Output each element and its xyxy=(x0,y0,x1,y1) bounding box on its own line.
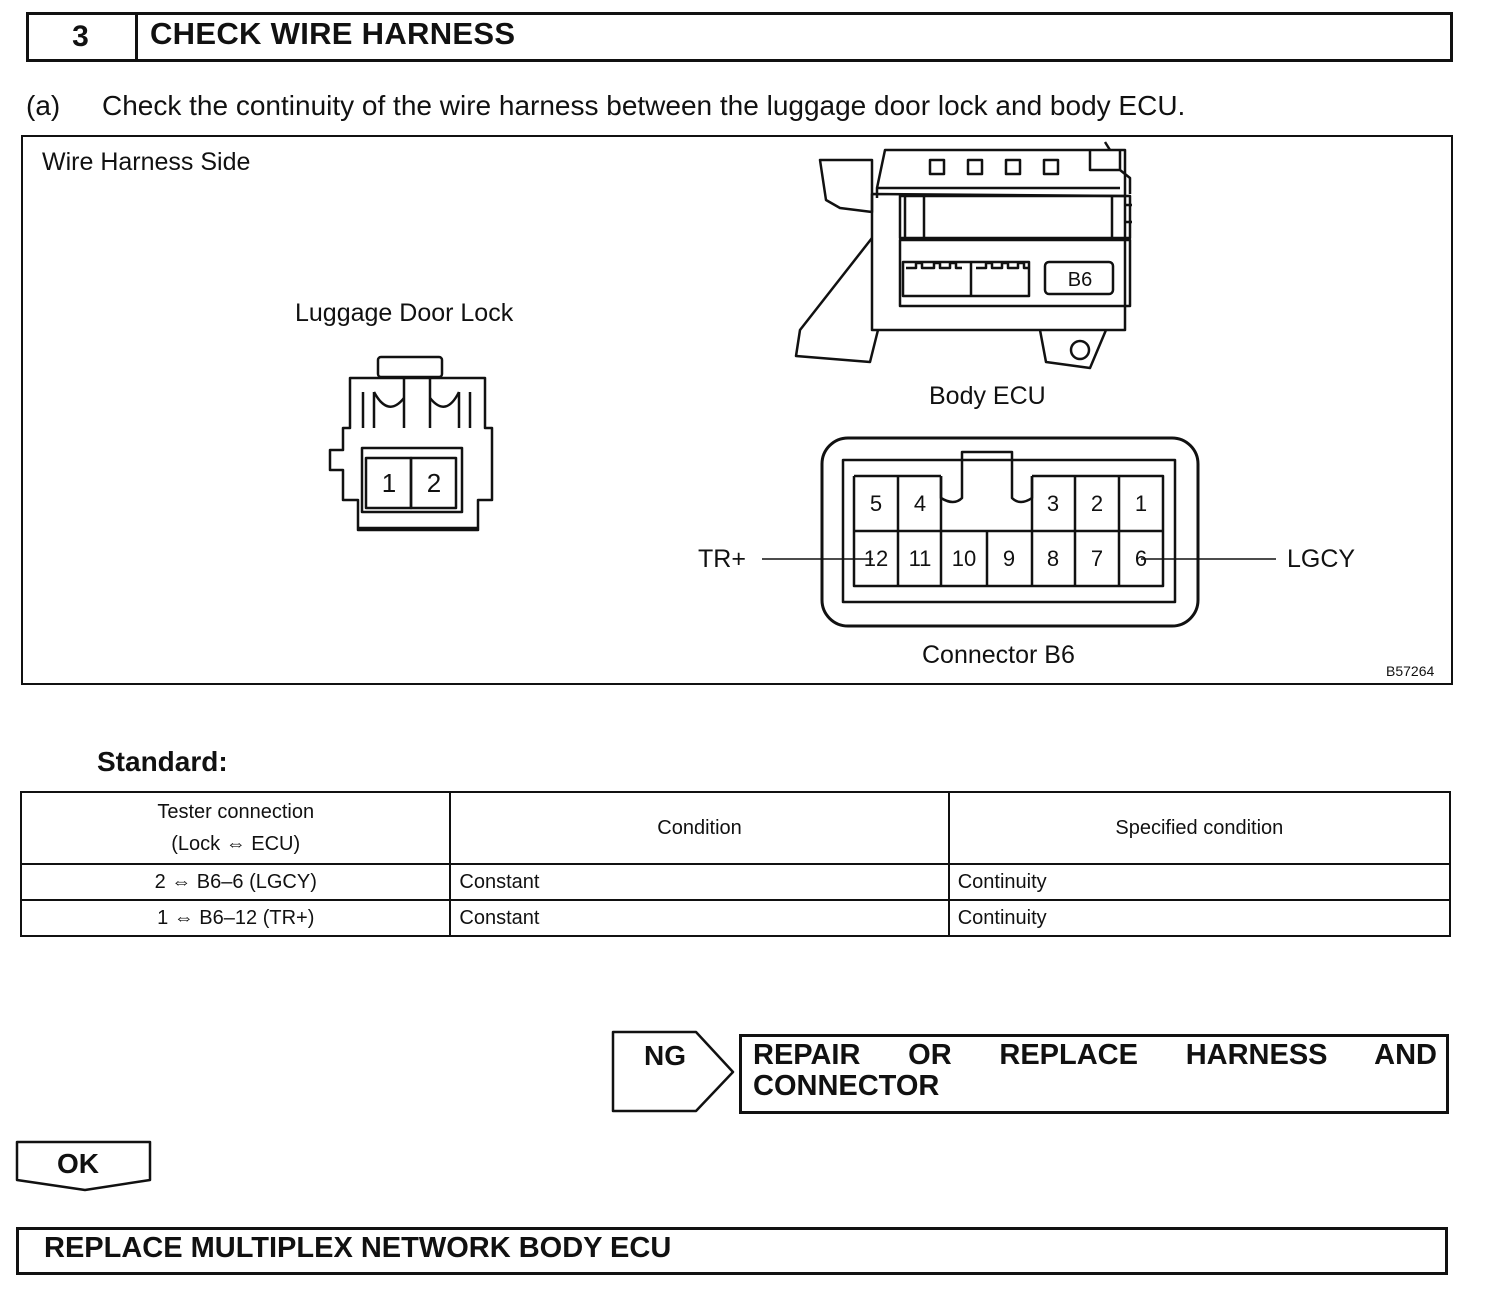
b6-pin-7: 7 xyxy=(1090,546,1104,571)
table-row xyxy=(21,864,1450,900)
b6-pin-1: 1 xyxy=(1134,491,1148,516)
table-row xyxy=(21,900,1450,936)
tester-connection-header xyxy=(21,792,450,864)
b6-pin-10: 10 xyxy=(951,546,977,571)
b6-pin-2: 2 xyxy=(1090,491,1104,516)
condition-cell: Constant xyxy=(450,864,948,900)
b6-pin-8: 8 xyxy=(1046,546,1060,571)
lock-pin-1: 1 xyxy=(381,468,397,498)
repair-action-text: REPAIR OR REPLACE HARNESS AND CONNECTOR xyxy=(753,1039,1437,1102)
ok-label: OK xyxy=(57,1148,99,1179)
body-ecu-drawing xyxy=(796,142,1132,368)
step-number: 3 xyxy=(26,12,138,62)
step-title: CHECK WIRE HARNESS xyxy=(150,16,516,51)
b6-pin-5: 5 xyxy=(869,491,883,516)
ng-label: NG xyxy=(644,1040,686,1071)
condition-cell: Constant xyxy=(450,900,948,936)
figure-code: B57264 xyxy=(1386,663,1435,679)
condition-header: Condition xyxy=(450,792,948,864)
b6-pin-6: 6 xyxy=(1134,546,1148,571)
instruction-text: Check the continuity of the wire harness between the luggage door lock and body ECU. xyxy=(102,90,1186,121)
standard-title: Standard: xyxy=(97,746,228,777)
standard-table xyxy=(20,791,1451,937)
ecu-connector-tag: B6 xyxy=(1067,269,1093,291)
luggage-door-lock-connector xyxy=(330,357,492,530)
lock-pin-2: 2 xyxy=(426,468,442,498)
b6-pin-3: 3 xyxy=(1046,491,1060,516)
luggage-door-lock-label: Luggage Door Lock xyxy=(295,299,514,327)
lgcy-signal-label: LGCY xyxy=(1287,545,1356,573)
tester-header-line2: (Lock ⇔ ECU) xyxy=(171,833,301,855)
tester-header-line1: Tester connection xyxy=(157,801,315,823)
connector-b6-label: Connector B6 xyxy=(922,641,1075,669)
body-ecu-label: Body ECU xyxy=(929,382,1046,410)
instruction-letter: (a) xyxy=(26,90,61,121)
b6-pin-4: 4 xyxy=(913,491,927,516)
tester-cell: 1 ⇔ B6–12 (TR+) xyxy=(21,900,450,936)
b6-pin-12: 12 xyxy=(863,546,889,571)
wire-harness-side-label: Wire Harness Side xyxy=(42,148,251,176)
final-action-text: REPLACE MULTIPLEX NETWORK BODY ECU xyxy=(44,1232,672,1264)
b6-pin-11: 11 xyxy=(908,546,932,571)
table-header-row xyxy=(21,792,1450,864)
b6-pin-9: 9 xyxy=(1002,546,1016,571)
tr-plus-signal-label: TR+ xyxy=(698,545,746,573)
specified-condition-header: Specified condition xyxy=(949,792,1450,864)
specified-cell: Continuity xyxy=(949,900,1450,936)
specified-cell: Continuity xyxy=(949,864,1450,900)
connector-b6-drawing xyxy=(762,438,1276,626)
tester-cell: 2 ⇔ B6–6 (LGCY) xyxy=(21,864,450,900)
